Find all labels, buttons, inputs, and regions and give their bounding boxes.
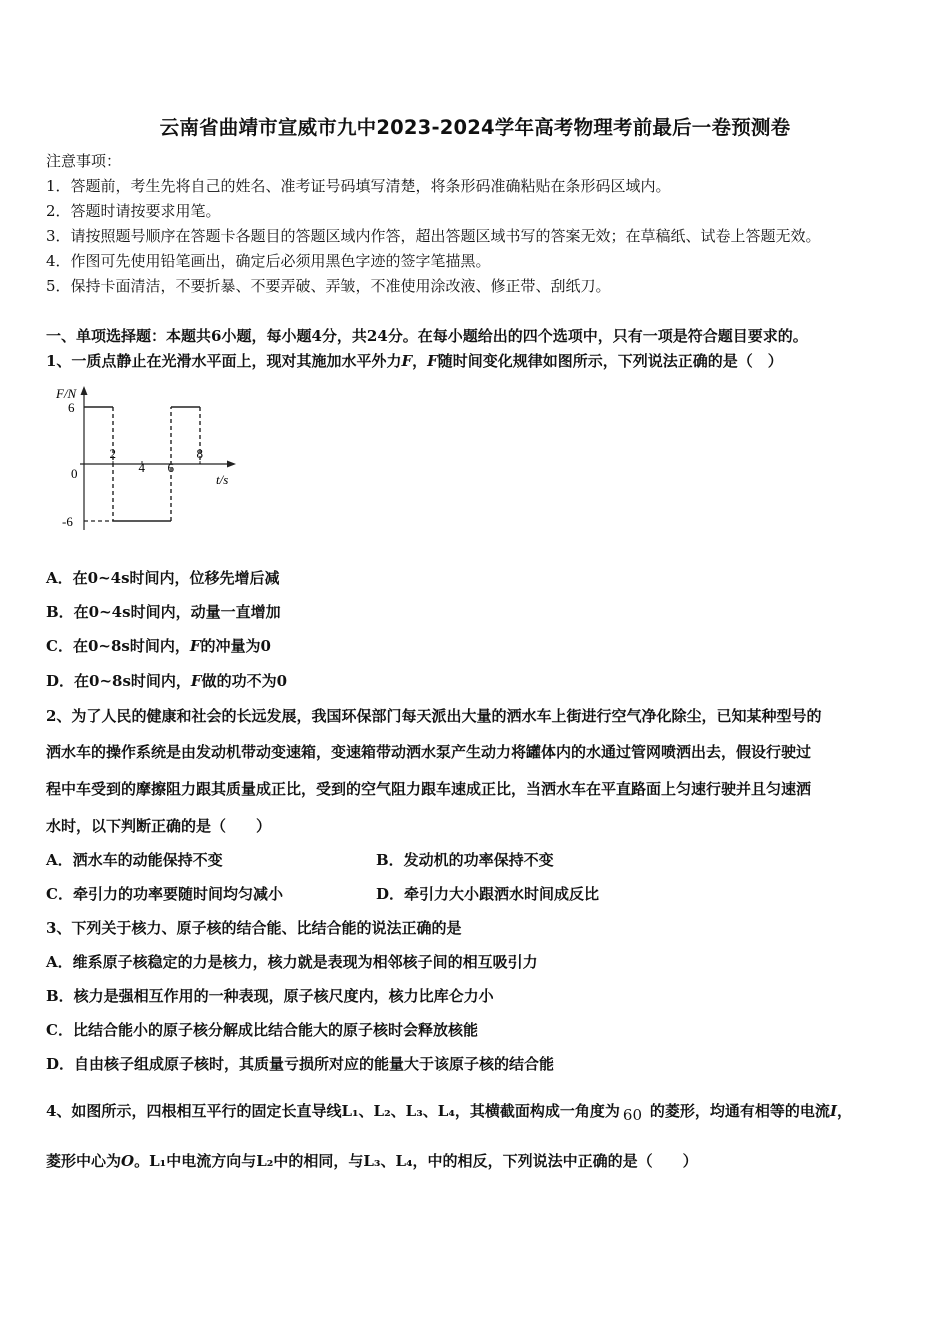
- question-1-stem: [46, 350, 783, 372]
- option-text: D．在0~8s时间内，: [46, 672, 191, 690]
- option-text: C．在0~8s时间内，: [46, 637, 190, 655]
- q1-stem-part: ，: [412, 352, 428, 370]
- q1-option-b: B．在0~4s时间内，动量一直增加: [46, 603, 281, 621]
- q2-option-b: B．发动机的功率保持不变: [376, 851, 554, 869]
- x-tick-label: 2: [109, 446, 116, 461]
- y-axis-label: F/N: [56, 386, 77, 401]
- notice-item: 5．保持卡面清洁，不要折暴、不要弄破、弄皱，不准使用涂改液、修正带、刮纸刀。: [46, 277, 611, 295]
- question-4-line-2: [46, 1150, 698, 1172]
- q1-option-c: [46, 635, 271, 657]
- q4-text: 的菱形，均通有相等的电流: [649, 1102, 830, 1120]
- q4-text: 菱形中心为: [46, 1152, 122, 1170]
- q4-text: ，: [836, 1102, 852, 1120]
- q2-option-c: C．牵引力的功率要随时间均匀减小: [46, 885, 283, 903]
- q4-current-symbol: I: [829, 1102, 837, 1120]
- q4-text: 。L₁中电流方向与L₂中的相同，与L₃、L₄，中的相反，下列说法中正确的是（ ）: [134, 1152, 698, 1170]
- q3-option-a: A．维系原子核稳定的力是核力，核力就是表现为相邻核子间的相互吸引力: [46, 953, 538, 971]
- question-4-line-1: [46, 1100, 852, 1122]
- x-tick-label: 6: [167, 460, 174, 475]
- x-tick-label: 4: [138, 460, 145, 475]
- force-time-chart: [50, 380, 250, 540]
- q3-option-d: D．自由核子组成原子核时，其质量亏损所对应的能量大于该原子核的结合能: [46, 1055, 555, 1073]
- origin-label: 0: [71, 466, 78, 481]
- question-2-stem-line: 2、为了人民的健康和社会的长远发展，我国环保部门每天派出大量的洒水车上街进行空气净化除尘，已知某种型号的: [46, 707, 822, 725]
- q1-force-symbol: F: [189, 637, 201, 655]
- q1-stem-part: 1、一质点静止在光滑水平面上，现对其施加水平外力: [46, 352, 402, 370]
- q1-force-symbol: F: [427, 352, 438, 370]
- q2-option-a: A．洒水车的动能保持不变: [46, 851, 223, 869]
- question-2-stem-line: 程中车受到的摩擦阻力跟其质量成正比，受到的空气阻力跟车速成正比，当洒水车在平直路面上匀速行驶并且匀速洒: [46, 780, 812, 798]
- q1-force-symbol: F: [401, 352, 413, 370]
- notice-item: 3．请按照题号顺序在答题卡各题目的答题区域内作答，超出答题区域书写的答案无效；在草稿纸、试卷上答题无效。: [46, 227, 821, 245]
- notice-item: 1．答题前，考生先将自己的姓名、准考证号码填写清楚，将条形码准确粘贴在条形码区域内。: [46, 177, 671, 195]
- q1-force-symbol: F: [190, 672, 202, 690]
- x-axis-label: t/s: [216, 472, 229, 487]
- x-axis-arrow: [227, 461, 236, 468]
- q4-angle-value: 60: [622, 1106, 643, 1124]
- y-axis-arrow: [81, 386, 88, 395]
- q3-option-b: B．核力是强相互作用的一种表现，原子核尺度内，核力比库仑力小: [46, 987, 494, 1005]
- exam-title: 云南省曲靖市宣威市九中2023-2024学年高考物理考前最后一卷预测卷: [159, 116, 791, 139]
- question-3-stem: 3、下列关于核力、原子核的结合能、比结合能的说法正确的是: [46, 919, 462, 937]
- question-2-stem-line: 洒水车的操作系统是由发动机带动变速箱，变速箱带动洒水泵产生动力将罐体内的水通过管网喷洒出去，假设行驶过: [46, 743, 812, 761]
- notice-heading: 注意事项：: [46, 152, 122, 170]
- section-heading: 一、单项选择题：本题共6小题，每小题4分，共24分。在每小题给出的四个选项中，只有一项是符合题目要求的。: [46, 327, 808, 345]
- q1-stem-part: 随时间变化规律如图所示，下列说法正确的是（ ）: [437, 352, 783, 370]
- y-tick-label: -6: [62, 514, 73, 529]
- q2-option-d: D．牵引力大小跟洒水时间成反比: [376, 885, 600, 903]
- notice-item: 4．作图可先使用铅笔画出，确定后必须用黑色字迹的签字笔描黑。: [46, 252, 491, 270]
- q4-center-symbol: O: [121, 1152, 135, 1170]
- x-tick-label: 8: [196, 446, 203, 461]
- y-tick-label: 6: [68, 400, 75, 415]
- option-text: 的冲量为0: [200, 637, 271, 655]
- q4-text: 4、如图所示，四根相互平行的固定长直导线L₁、L₂、L₃、L₄，其横截面构成一角度为: [46, 1102, 620, 1120]
- q1-option-d: [46, 670, 287, 692]
- notice-item: 2．答题时请按要求用笔。: [46, 202, 221, 220]
- q1-option-a: A．在0~4s时间内，位移先增后减: [46, 569, 280, 587]
- question-2-stem-line: 水时，以下判断正确的是（ ）: [46, 817, 272, 835]
- option-text: 做的功不为0: [201, 672, 288, 690]
- q3-option-c: C．比结合能小的原子核分解成比结合能大的原子核时会释放核能: [46, 1021, 478, 1039]
